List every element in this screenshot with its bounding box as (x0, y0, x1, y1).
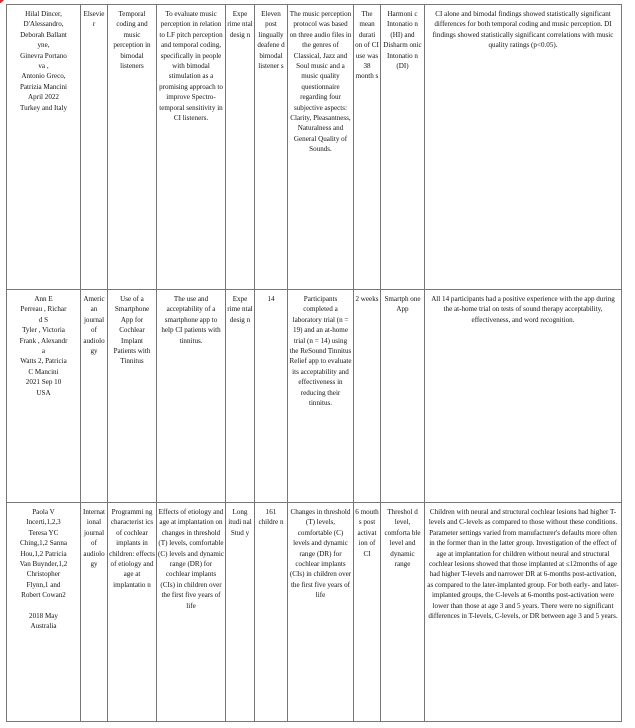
author-line: C Mancini (28, 367, 59, 376)
literature-review-table (6, 4, 622, 722)
author-line: Watts 2, Patricia (20, 357, 67, 366)
results-cell: Children with neural and structural cochlear lesions had higher T-levels and C-levels as compared to those without these conditions. Parameter settings varied from manufacturer's defaults more often in the former than in the latter group. Investigation of the effect of age at implantation for children without neural and structural cochlear lesions showed that those implanted at ≤12months of age had higher T-levels and narrower DR at 6-months post-activation, as compared to the later-implanted group. For both early- and later-implanted groups, the C-levels at 6-months post-activation were lower than those at age 3 and 5 years. There were no significant differences in T-levels, C-levels, or DR between age 3 and 5 years. (425, 503, 622, 722)
aim-cell: Effects of etiology and age at implantation on changes in threshold (T) levels, comfortable (C) levels and dynamic range (DR) for cochlear implants (CIs) in children over the first five years of life (157, 503, 226, 722)
outcome-cell: Threshol d level, comforta ble level and dynamic range (381, 503, 425, 722)
author-line: Ginevra Portano (20, 51, 67, 60)
author-line: va , (38, 62, 49, 71)
author-line: d S (38, 315, 49, 324)
author-line: Frank , Alexandr (19, 336, 68, 345)
journal-cell: Americ an journal of audiolo gy (81, 290, 108, 503)
author-line: Robert Cowan2 (21, 591, 66, 600)
journal-cell: Elsevie r (81, 5, 108, 290)
author-line: Turkey and Italy (19, 103, 68, 112)
author-line: D'Alessandro, (23, 20, 64, 29)
author-line: Australia (30, 622, 57, 631)
author-line: Van Buynder,1,2 (19, 560, 68, 569)
intervention-cell: Changes in threshold (T) levels, comfortable (C) levels and dynamic range (DR) for cochlear implants (CIs) in children over the first five years of life (288, 503, 354, 722)
author-line: Teresa YC (28, 528, 59, 537)
author-line: 2021 Sep 10 (25, 378, 62, 387)
title-cell: Programmi ng characterist ics of cochlear implants in children: effects of etiology and age at implantatio n (108, 503, 157, 722)
author-line: a (41, 347, 46, 356)
author-line: Ching,1,2 Sanna (19, 539, 68, 548)
author-line: Hou,1,2 Patricia (20, 549, 67, 558)
table-row (7, 503, 622, 722)
aim-cell: The use and acceptability of a smartphone app to help CI patients with tinnitus. (157, 290, 226, 503)
results-cell: All 14 participants had a positive experience with the app during the at-home trial on tests of sound therapy acceptability, effectiveness, and word recognition. (425, 290, 622, 503)
author-line: Christopher (26, 570, 61, 579)
sample-cell: 14 (255, 290, 288, 503)
outcome-cell: Harmoni c Intonatio n (HI) and Disharm onic Intonatio n (DI) (381, 5, 425, 290)
author-line: Incerti,1,2,3 (26, 518, 61, 527)
author-line: Ann E (34, 295, 53, 303)
authors-cell (7, 503, 81, 722)
authors-cell (7, 290, 81, 503)
design-cell: Expe rime ntal desig n (226, 290, 255, 503)
author-line: 2018 May (29, 611, 58, 620)
results-cell: CI alone and bimodal findings showed statistically significant differences for both temporal coding and music perception. DI findings showed statistically significant correlations with music quality ratings (p<0.05). (425, 5, 622, 290)
intervention-cell: The music perception protocol was based on three audio files in the genres of Classical, Jazz and Soul music and a music quality questionnaire regarding four subjective aspects: Clarity, Pleasantness, Naturalness and General Quality of Sounds. (288, 5, 354, 290)
author-spacer (8, 601, 79, 611)
table-row (7, 290, 622, 503)
outcome-cell: Smartph one App (381, 290, 425, 503)
sample-cell: Eleven post lingually deafene d bimodal listener s (255, 5, 288, 290)
title-cell: Use of a Smartphone App for Cochlear Implant Patients with Tinnitus (108, 290, 157, 503)
design-cell: Long itudi nal Stud y (226, 503, 255, 722)
journal-cell: Internat ional journal of audiolo gy (81, 503, 108, 722)
author-line: Tyler , Victoria (22, 326, 65, 335)
author-line: Deborah Ballant (20, 30, 67, 39)
duration-cell: 6 mouth s post activat ion of CI (354, 503, 381, 722)
author-line: Antonio Greco, (21, 72, 66, 81)
table-row (7, 5, 622, 290)
author-line: Flynn,1 and (26, 580, 61, 589)
aim-cell: To evaluate music perception in relation to LF pitch perception and temporal coding, specifically in people with bimodal stimulation as a promising approach to improve Spectro-temporal sensitivity in CI listeners. (157, 5, 226, 290)
design-cell: Expe rime ntal desig n (226, 5, 255, 290)
intervention-cell: Participants completed a laboratory trial (n = 19) and an at-home trial (n = 14) using the ReSound Tinnitus Relief app to evaluate its acceptability and effectiveness in reducing their tinnitus. (288, 290, 354, 503)
author-line: Patrizia Mancini (19, 82, 68, 91)
duration-cell: 2 weeks (354, 290, 381, 503)
title-cell: Temporal coding and music perception in bimodal listeners (108, 5, 157, 290)
author-line: Paola V (32, 508, 55, 516)
author-line: USA (36, 388, 51, 397)
author-line: Perreau , Richar (20, 305, 67, 314)
author-line: yne, (37, 41, 50, 50)
author-line: Hilal Dincer, (25, 10, 62, 18)
sample-cell: 161 childre n (255, 503, 288, 722)
duration-cell: The mean durati on of CI use was 38 month s (354, 5, 381, 290)
authors-cell (7, 5, 81, 290)
author-line: April 2022 (28, 93, 59, 102)
